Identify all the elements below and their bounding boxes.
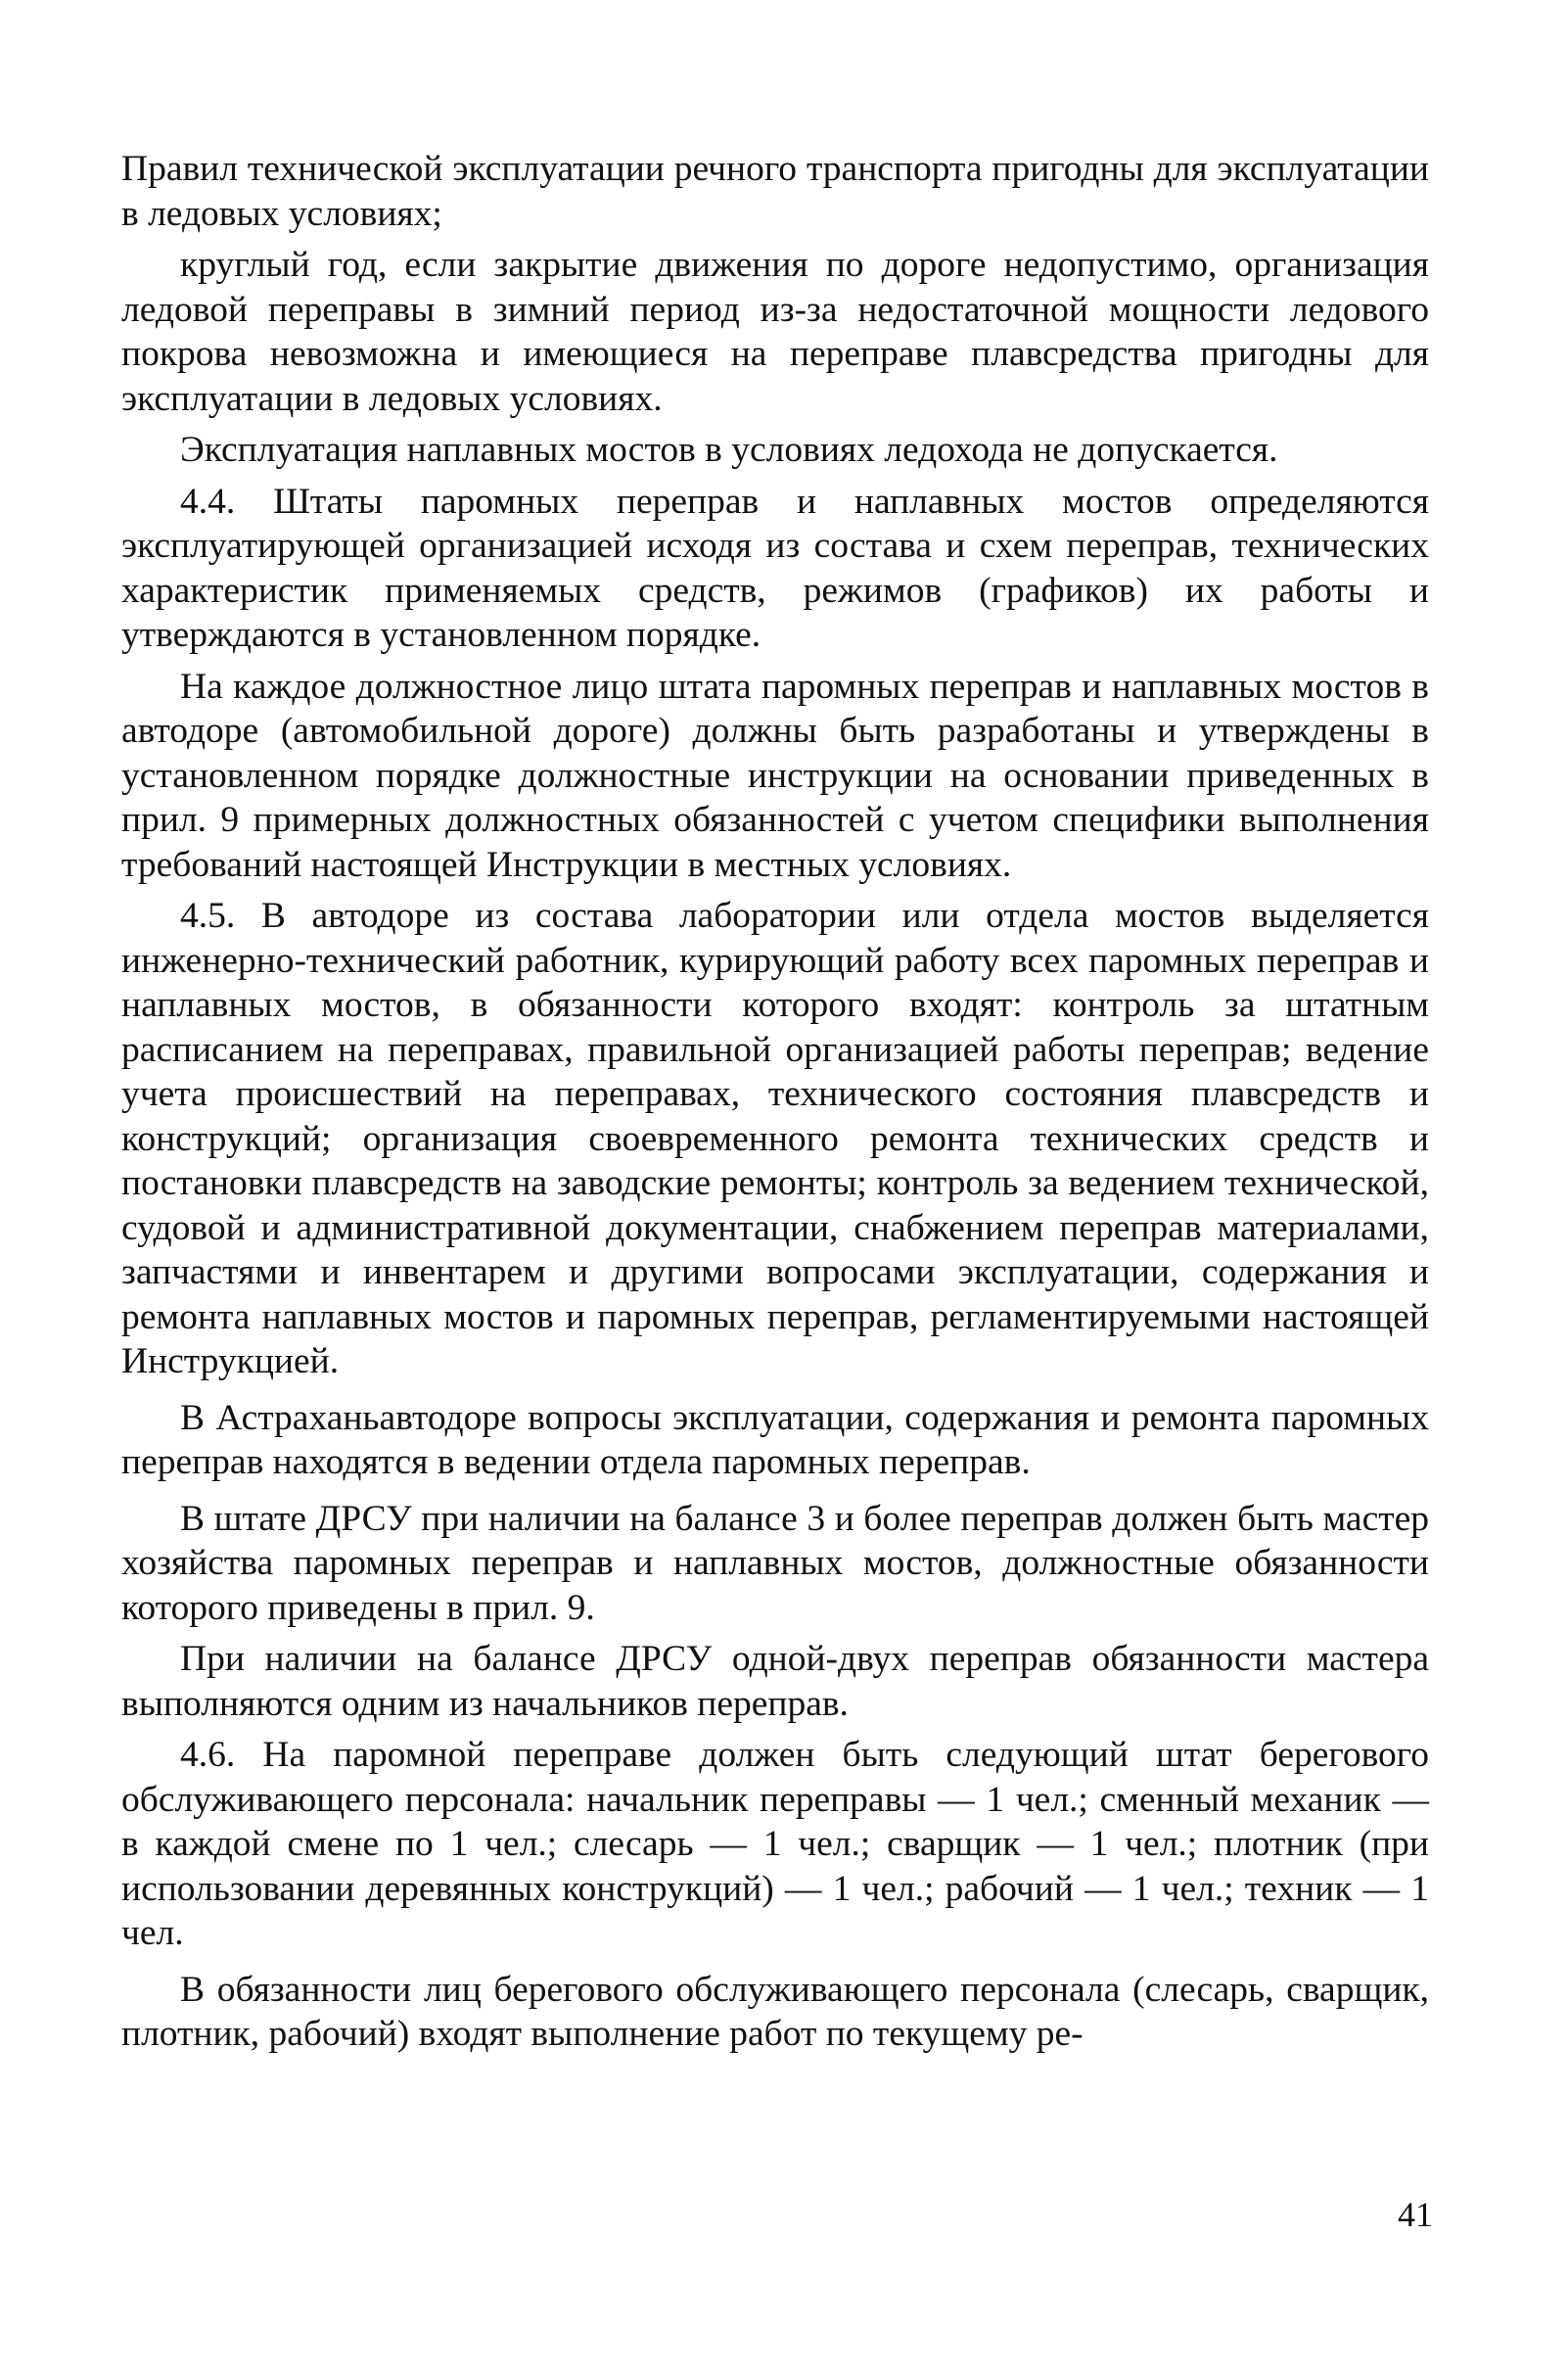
body-text [121,147,1429,2064]
paragraph-one-two-crossings: При наличии на балансе ДРСУ одной-двух переправ обязанности мастера выполняются одним из начальников переправ. [121,1639,1429,1724]
paragraph-4-6: 4.6. На паромной переправе должен быть следующий штат берегового обслуживающего персонала: начальник переправы — 1 чел.; сменный механик — в каждой смене по 1 чел.; слесарь — 1 чел.; сварщик — 1 чел.; плотник (при использовании деревянных конструкций) — 1 чел.; рабочий — 1 чел.; техник — 1 чел. [121,1735,1429,1953]
paragraph-job-instructions: На каждое должностное лицо штата паромных переправ и наплавных мостов в автодоре (автомобильной дороге) должны быть разработаны и утверждены в установленном порядке должностные инструкции на основании приведенных в прил. 9 примерных должностных обязанностей с учетом специфики выполнения требований настоящей Инструкции в местных условиях. [121,666,1429,885]
paragraph-4-4: 4.4. Штаты паромных переправ и наплавных мостов определяются эксплуатирующей организацией исходя из состава и схем переправ, технических характеристик применяемых средств, режимов (графиков) их работы и утверждаются в установленном порядке. [121,481,1429,655]
paragraph-continuation: Правил технической эксплуатации речного транспорта пригодны для эксплуатации в ледовых условиях; [121,149,1429,234]
paragraph-year-round: круглый год, если закрытие движения по дороге недопустимо, организация ледовой переправы в зимний период из-за недостаточной мощности ледового покрова невозможна и имеющиеся на переправе плавсредства пригодны для эксплуатации в ледовых условиях. [121,245,1429,419]
paragraph-4-5: 4.5. В автодоре из состава лаборатории или отдела мостов выделяется инженерно-технический работник, курирующий работу всех паромных переправ и наплавных мостов, в обязанности которого входят: контроль за штатным расписанием на переправах, правильной организацией работы переправ; ведение учета происшествий на переправах, технического состояния плавсредств и конструкций; организация своевременного ремонта технических средств и постановки плавсредств на заводские ремонты; контроль за ведением технической, судовой и административной документации, снабжением переправ материалами, запчастями и инвентарем и другими вопросами эксплуатации, содержания и ремонта наплавных мостов и паромных переправ, регламентируемыми настоящей Инструкцией. [121,896,1429,1381]
paragraph-duties: В обязанности лиц берегового обслуживающего персонала (слесарь, сварщик, плотник, рабочий) входят выполнение работ по текущему ре- [121,1969,1429,2054]
page-number: 41 [1398,2195,1433,2234]
paragraph-ice-drift: Эксплуатация наплавных мостов в условиях ледохода не допускается. [180,430,1278,470]
paragraph-drsu-staff: В штате ДРСУ при наличии на балансе 3 и более переправ должен быть мастер хозяйства паромных переправ и наплавных мостов, должностные обязанности которого приведены в прил. 9. [121,1498,1429,1628]
paragraph-astrakhan: В Астраханьавтодоре вопросы эксплуатации, содержания и ремонта паромных переправ находятся в ведении отдела паромных переправ. [121,1397,1429,1482]
